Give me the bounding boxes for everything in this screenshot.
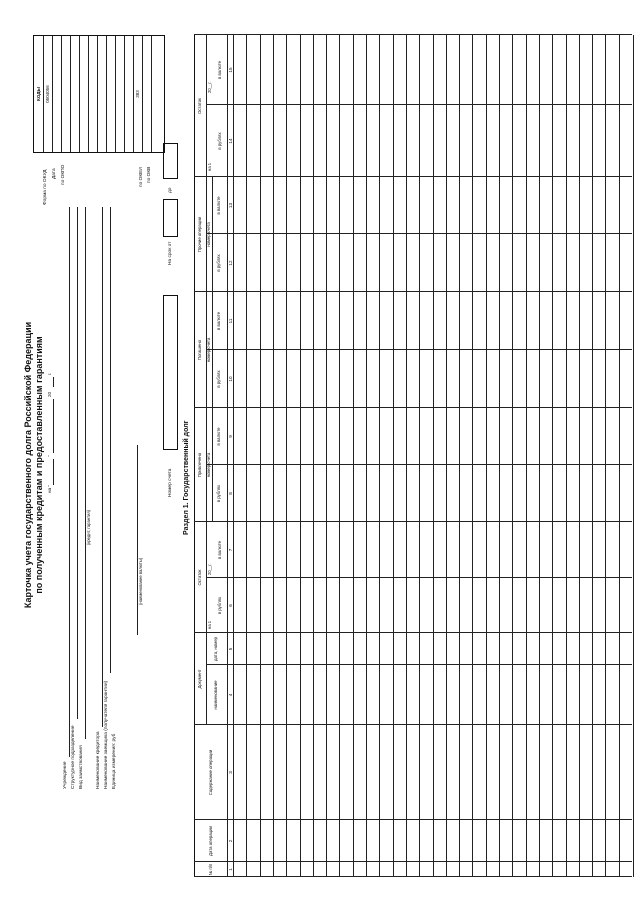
table-row <box>446 35 447 877</box>
col-num-3: 3 <box>228 771 233 774</box>
table-row <box>366 35 367 877</box>
table-row <box>605 35 606 877</box>
col-balance-end-year: 20__г. <box>207 81 212 93</box>
table-row <box>300 35 301 877</box>
col-attracted-account: номер счета <box>206 452 211 478</box>
col-balance-start-header: Остаток <box>197 569 203 586</box>
col-other-header: Прочие операции <box>197 216 203 253</box>
table-row <box>486 35 487 877</box>
table-row <box>526 35 527 877</box>
col-num-12: 12 <box>228 260 233 266</box>
col-document-header: Документ <box>197 669 203 689</box>
col-other-rub: в рублях <box>216 254 222 272</box>
col-repaid-cur: в валюте <box>216 311 222 331</box>
currency-line[interactable] <box>137 445 138 635</box>
col-num-13: 13 <box>228 202 233 209</box>
date-year-prefix: 20 <box>47 391 52 397</box>
table-row <box>566 35 567 877</box>
col-balance-end-on: на 1 <box>207 162 212 171</box>
code-okei-value: 383 <box>135 90 140 98</box>
col-repaid-rub: в рублях <box>216 370 222 388</box>
borrower-label: Наименование заемщика (получателя гарантии) <box>104 680 109 789</box>
table-row <box>406 35 407 877</box>
col-num-2: 2 <box>228 839 233 843</box>
form-title: Карточка учета государственного долга Российской Федерации <box>23 321 33 609</box>
col-doc-datenum-header: дата, номер <box>213 637 219 661</box>
col-doc-name-header: наименование <box>213 680 219 710</box>
col-date-header: Дата операции <box>207 826 213 856</box>
form-subtitle: по полученным кредитам и предоставленным гарантиям <box>34 336 44 594</box>
institution-line[interactable] <box>69 207 70 757</box>
division-label: Структурное подразделение <box>71 725 76 789</box>
col-balance-start-cur: в валюте <box>216 540 222 560</box>
col-balance-end-rub: в рублях <box>216 132 222 150</box>
date-quote: " <box>47 455 52 457</box>
col-num-14: 14 <box>228 138 233 144</box>
term-label: На срок от <box>168 241 173 265</box>
table-row <box>433 35 434 877</box>
currency-hint: (наименование валюты) <box>138 557 143 605</box>
col-no-header: № п/п <box>207 863 213 876</box>
col-num-11: 11 <box>228 318 233 324</box>
table-row <box>393 35 394 877</box>
unit-label: Единица измерения: руб <box>112 733 117 789</box>
col-balance-start-year: 20__г. <box>207 563 212 575</box>
table-row <box>379 35 380 877</box>
borrower-line[interactable] <box>110 207 111 673</box>
col-num-7: 7 <box>228 548 233 552</box>
col-attracted-rub: в рублях <box>216 484 222 503</box>
table-row <box>353 35 354 877</box>
okei-label: по ОКЕИ <box>139 167 144 187</box>
okud-label: Форма по ОКУД <box>43 169 48 205</box>
institution-label: Учреждение <box>63 761 68 789</box>
col-num-15: 15 <box>228 67 233 73</box>
okpo-label: по ОКПО <box>61 164 66 185</box>
table-row <box>512 35 513 877</box>
col-other-account: номер счета <box>206 222 211 247</box>
section-title: Раздел 1. Государственный долг <box>183 420 190 535</box>
code-okud-value: 0504056 <box>45 85 50 103</box>
creditor-label: Наименование кредитора <box>96 731 101 789</box>
table-row <box>592 35 593 877</box>
col-repaid-header: Погашено <box>197 340 203 360</box>
table-row <box>286 35 287 877</box>
codes-box <box>33 35 165 153</box>
col-attracted-header: Привлечено <box>197 452 203 478</box>
borrowing-type-label: Вид заимствования <box>79 745 84 789</box>
col-balance-start-on: на 1 <box>207 620 212 629</box>
col-num-5: 5 <box>228 647 233 651</box>
date-year-suffix: г. <box>47 372 52 375</box>
col-num-4: 4 <box>228 693 233 697</box>
term-from-box[interactable] <box>163 199 178 237</box>
col-num-1: 1 <box>228 868 233 871</box>
term-to-box[interactable] <box>163 143 178 179</box>
table-row <box>260 35 261 877</box>
table-row <box>539 35 540 877</box>
col-balance-end-cur: в валюте <box>216 60 222 80</box>
date-code-label: Дата <box>52 168 57 179</box>
table-row <box>472 35 473 877</box>
col-other-cur: в валюте <box>216 196 222 215</box>
codes-header: КОДЫ <box>36 87 41 101</box>
table-row <box>339 35 340 877</box>
division-line[interactable] <box>77 207 78 719</box>
creditor-line[interactable] <box>102 207 103 727</box>
okv-label: по ОКВ <box>147 166 152 183</box>
term-to-label: до <box>168 187 173 193</box>
table-row <box>459 35 460 877</box>
col-balance-end-header: Остаток <box>197 98 203 114</box>
borrowing-type-line[interactable] <box>85 207 86 739</box>
table-row <box>419 35 420 877</box>
date-prefix: на " <box>47 485 52 493</box>
table-row <box>552 35 553 877</box>
col-repaid-account: номер счета <box>206 337 211 363</box>
borrowing-type-hint: (кредит, гарантия) <box>86 509 91 545</box>
account-label: Номер счета <box>168 468 173 497</box>
table-row <box>313 35 314 877</box>
col-content-header: Содержание операции <box>207 749 213 796</box>
table-row <box>273 35 274 877</box>
col-attracted-cur: в валюте <box>216 427 222 446</box>
col-num-8: 8 <box>228 492 233 495</box>
table-row <box>499 35 500 877</box>
table-row <box>579 35 580 877</box>
col-num-10: 10 <box>228 376 233 382</box>
account-number-box[interactable] <box>163 295 178 450</box>
col-num-6: 6 <box>228 604 233 607</box>
col-balance-start-rub: в рублях <box>216 596 222 615</box>
table-row <box>246 35 247 877</box>
col-num-9: 9 <box>228 435 233 438</box>
table-row <box>619 35 620 877</box>
table-row <box>326 35 327 877</box>
